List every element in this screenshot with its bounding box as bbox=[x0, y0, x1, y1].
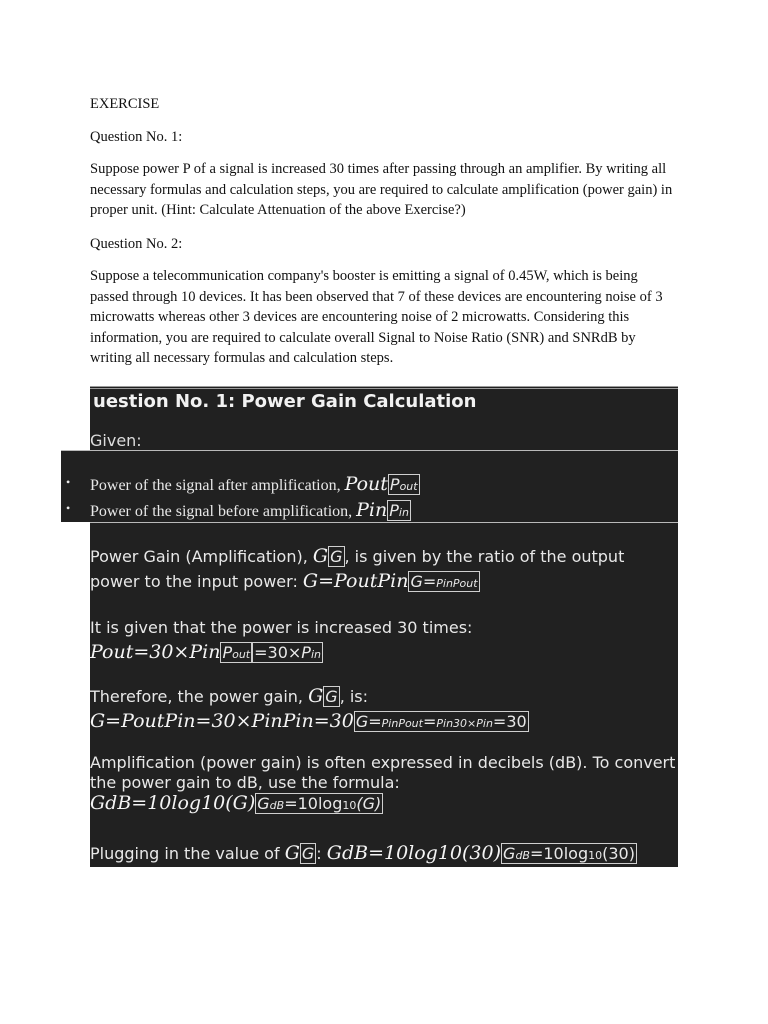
math-pout: Pout bbox=[344, 473, 388, 495]
answer-header-block bbox=[90, 386, 678, 453]
list-item-text: Power of the signal before amplification, bbox=[90, 503, 357, 520]
math-box-pout: Pout bbox=[389, 475, 418, 494]
answer-gap-strip bbox=[90, 522, 678, 544]
given-label: Given: bbox=[90, 431, 142, 450]
answer-title: uestion No. 1: Power Gain Calculation bbox=[93, 391, 477, 412]
answer-body bbox=[90, 542, 678, 867]
math-box-pin: Pin bbox=[389, 501, 409, 520]
list-item-text: Power of the signal after amplification, bbox=[90, 477, 345, 494]
question-2-label: Question No. 2: bbox=[90, 236, 183, 252]
bullet-icon: • bbox=[66, 501, 71, 515]
answer-divider-strip bbox=[61, 450, 678, 472]
question-1-label: Question No. 1: bbox=[90, 129, 183, 145]
question-2-text: Suppose a telecommunication company's booster is emitting a signal of 0.45W, which is being passed through 10 devices. It has been observed that 7 of these devices are encountering noise of 3 microwatts whereas other 3 devices are encountering noise of 2 microwatts. Considering this information, you are required to calculate overall Signal to Noise Ratio (SNR) and SNRdB by writing all necessary formulas and calculation steps. bbox=[90, 268, 663, 366]
paragraph-increase: It is given that the power is increased 30 times: Pout=30×Pin Pout =30×Pin bbox=[90, 618, 473, 663]
paragraph-decibels: Amplification (power gain) is often expressed in decibels (dB). To convert the power gain to dB, use the formula: GdB=10log10(G) GdB=10log10(G) bbox=[90, 753, 676, 814]
paragraph-power-gain: Power Gain (Amplification), G G , is given by the ratio of the output power to the input power: G=PoutPin G=PinPout bbox=[90, 545, 625, 592]
paragraph-plugging: Plugging in the value of G G : GdB=10log10(30) GdB=10log10(30) bbox=[90, 842, 635, 864]
math-pin: Pin bbox=[356, 499, 388, 521]
question-1-text: Suppose power P of a signal is increased 30 times after passing through an amplifier. By writing all necessary formulas and calculation steps, you are required to calculate amplification (power gain) in proper unit. (Hint: Calculate Attenuation of the above Exercise?) bbox=[90, 161, 673, 218]
exercise-heading: EXERCISE bbox=[90, 96, 160, 112]
given-list bbox=[61, 470, 678, 522]
paragraph-therefore: Therefore, the power gain, G G , is: G=PoutPin=30×PinPin=30 G=PinPout=Pin30×Pin=30 bbox=[90, 685, 527, 732]
bullet-icon: • bbox=[66, 475, 71, 489]
